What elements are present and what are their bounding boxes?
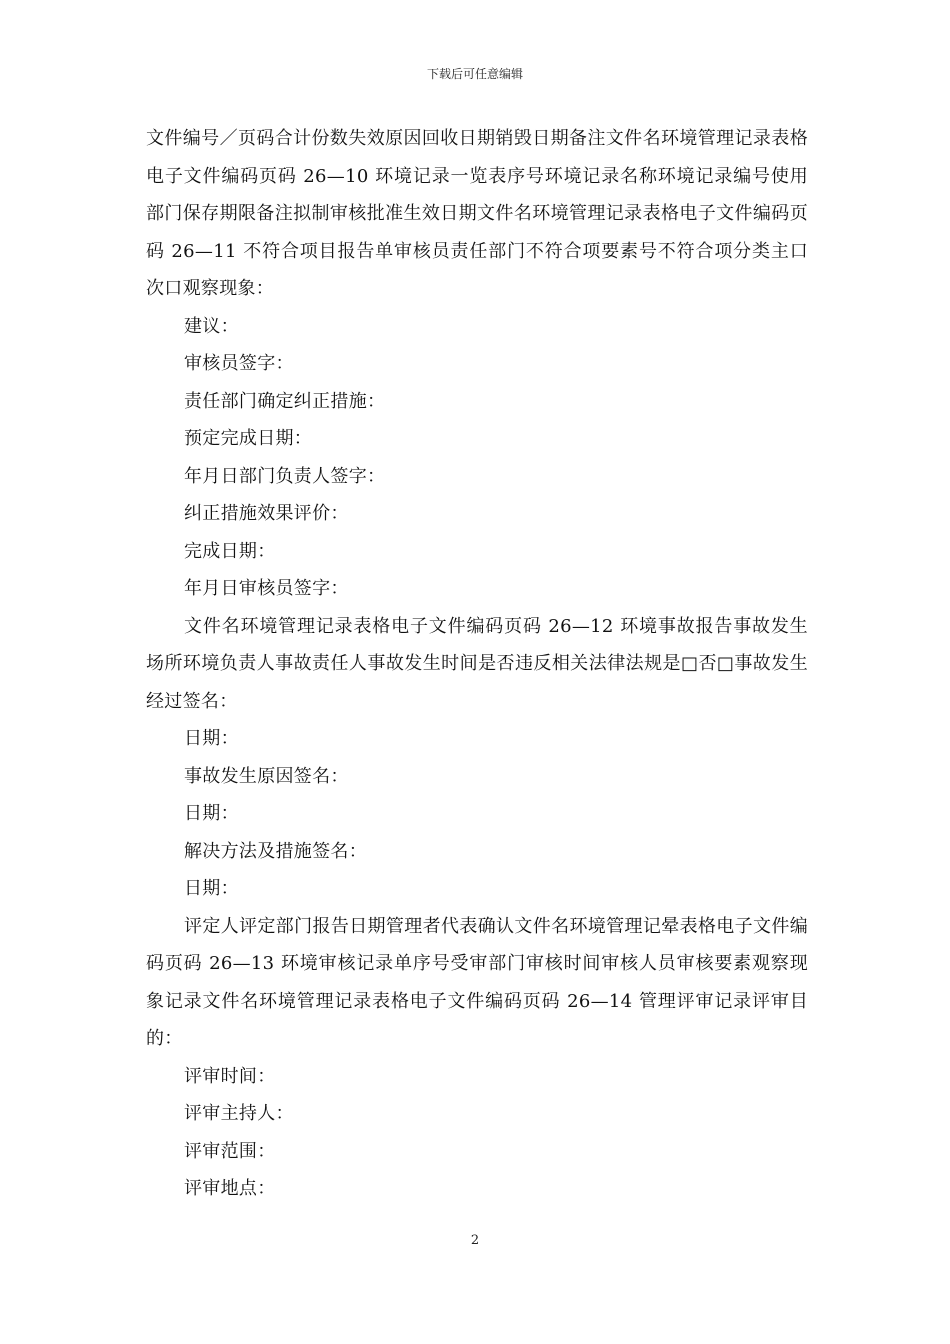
paragraph-corrective-measures: 责任部门确定纠正措施： <box>184 390 386 412</box>
page-header: 下载后可任意编辑 <box>426 67 523 81</box>
paragraph-accident-cause-signature: 事故发生原因签名： <box>184 765 349 787</box>
paragraph-date-2: 日期： <box>184 803 239 824</box>
paragraph-accident-report: 文件名环境管理记录表格电子文件编码页码 26—12 环境事故报告事故发生场所环境负责人事故责任人事故发生时间是否违反相关法律法规是□否□事故发生经过签名： <box>146 615 808 712</box>
paragraph-review-location: 评审地点： <box>184 1178 276 1199</box>
paragraph-auditor-signature: 审核员签字： <box>184 353 294 374</box>
paragraph-date-1: 日期： <box>184 728 239 749</box>
document-body <box>146 120 808 1208</box>
paragraph-record-list: 文件编号／页码合计份数失效原因回收日期销毁日期备注文件名环境管理记录表格电子文件编码页码 26—10 环境记录一览表序号环境记录名称环境记录编号使用部门保存期限备注拟制审核批准生效日期文件名环境管理记录表格电子文件编码页码 26—11 不符合项目报告单审核员责任部门不符合项要素号不符合项分类主口次口观察现象： <box>146 128 808 299</box>
paragraph-review-scope: 评审范围： <box>184 1140 276 1162</box>
paragraph-suggestion: 建议： <box>184 315 239 337</box>
paragraph-solution-signature: 解决方法及措施签名： <box>184 840 367 862</box>
paragraph-completion-date: 完成日期： <box>184 540 276 562</box>
paragraph-audit-record: 评定人评定部门报告日期管理者代表确认文件名环境管理记晕表格电子文件编码页码 26—13 环境审核记录单序号受审部门审核时间审核人员审核要素观察现象记录文件名环境管理记录表格电子文件编码页码 26—14 管理评审记录评审目的： <box>146 915 808 1049</box>
paragraph-planned-completion-date: 预定完成日期： <box>184 428 313 449</box>
page-number: 2 <box>470 1233 480 1248</box>
paragraph-date-auditor-signature: 年月日审核员签字： <box>184 578 349 599</box>
paragraph-date-3: 日期： <box>184 878 239 899</box>
paragraph-review-host: 评审主持人： <box>184 1103 294 1124</box>
paragraph-measure-effect-evaluation: 纠正措施效果评价： <box>184 503 349 524</box>
paragraph-department-head-signature: 年月日部门负责人签字： <box>184 465 386 487</box>
paragraph-review-time: 评审时间： <box>184 1065 276 1087</box>
